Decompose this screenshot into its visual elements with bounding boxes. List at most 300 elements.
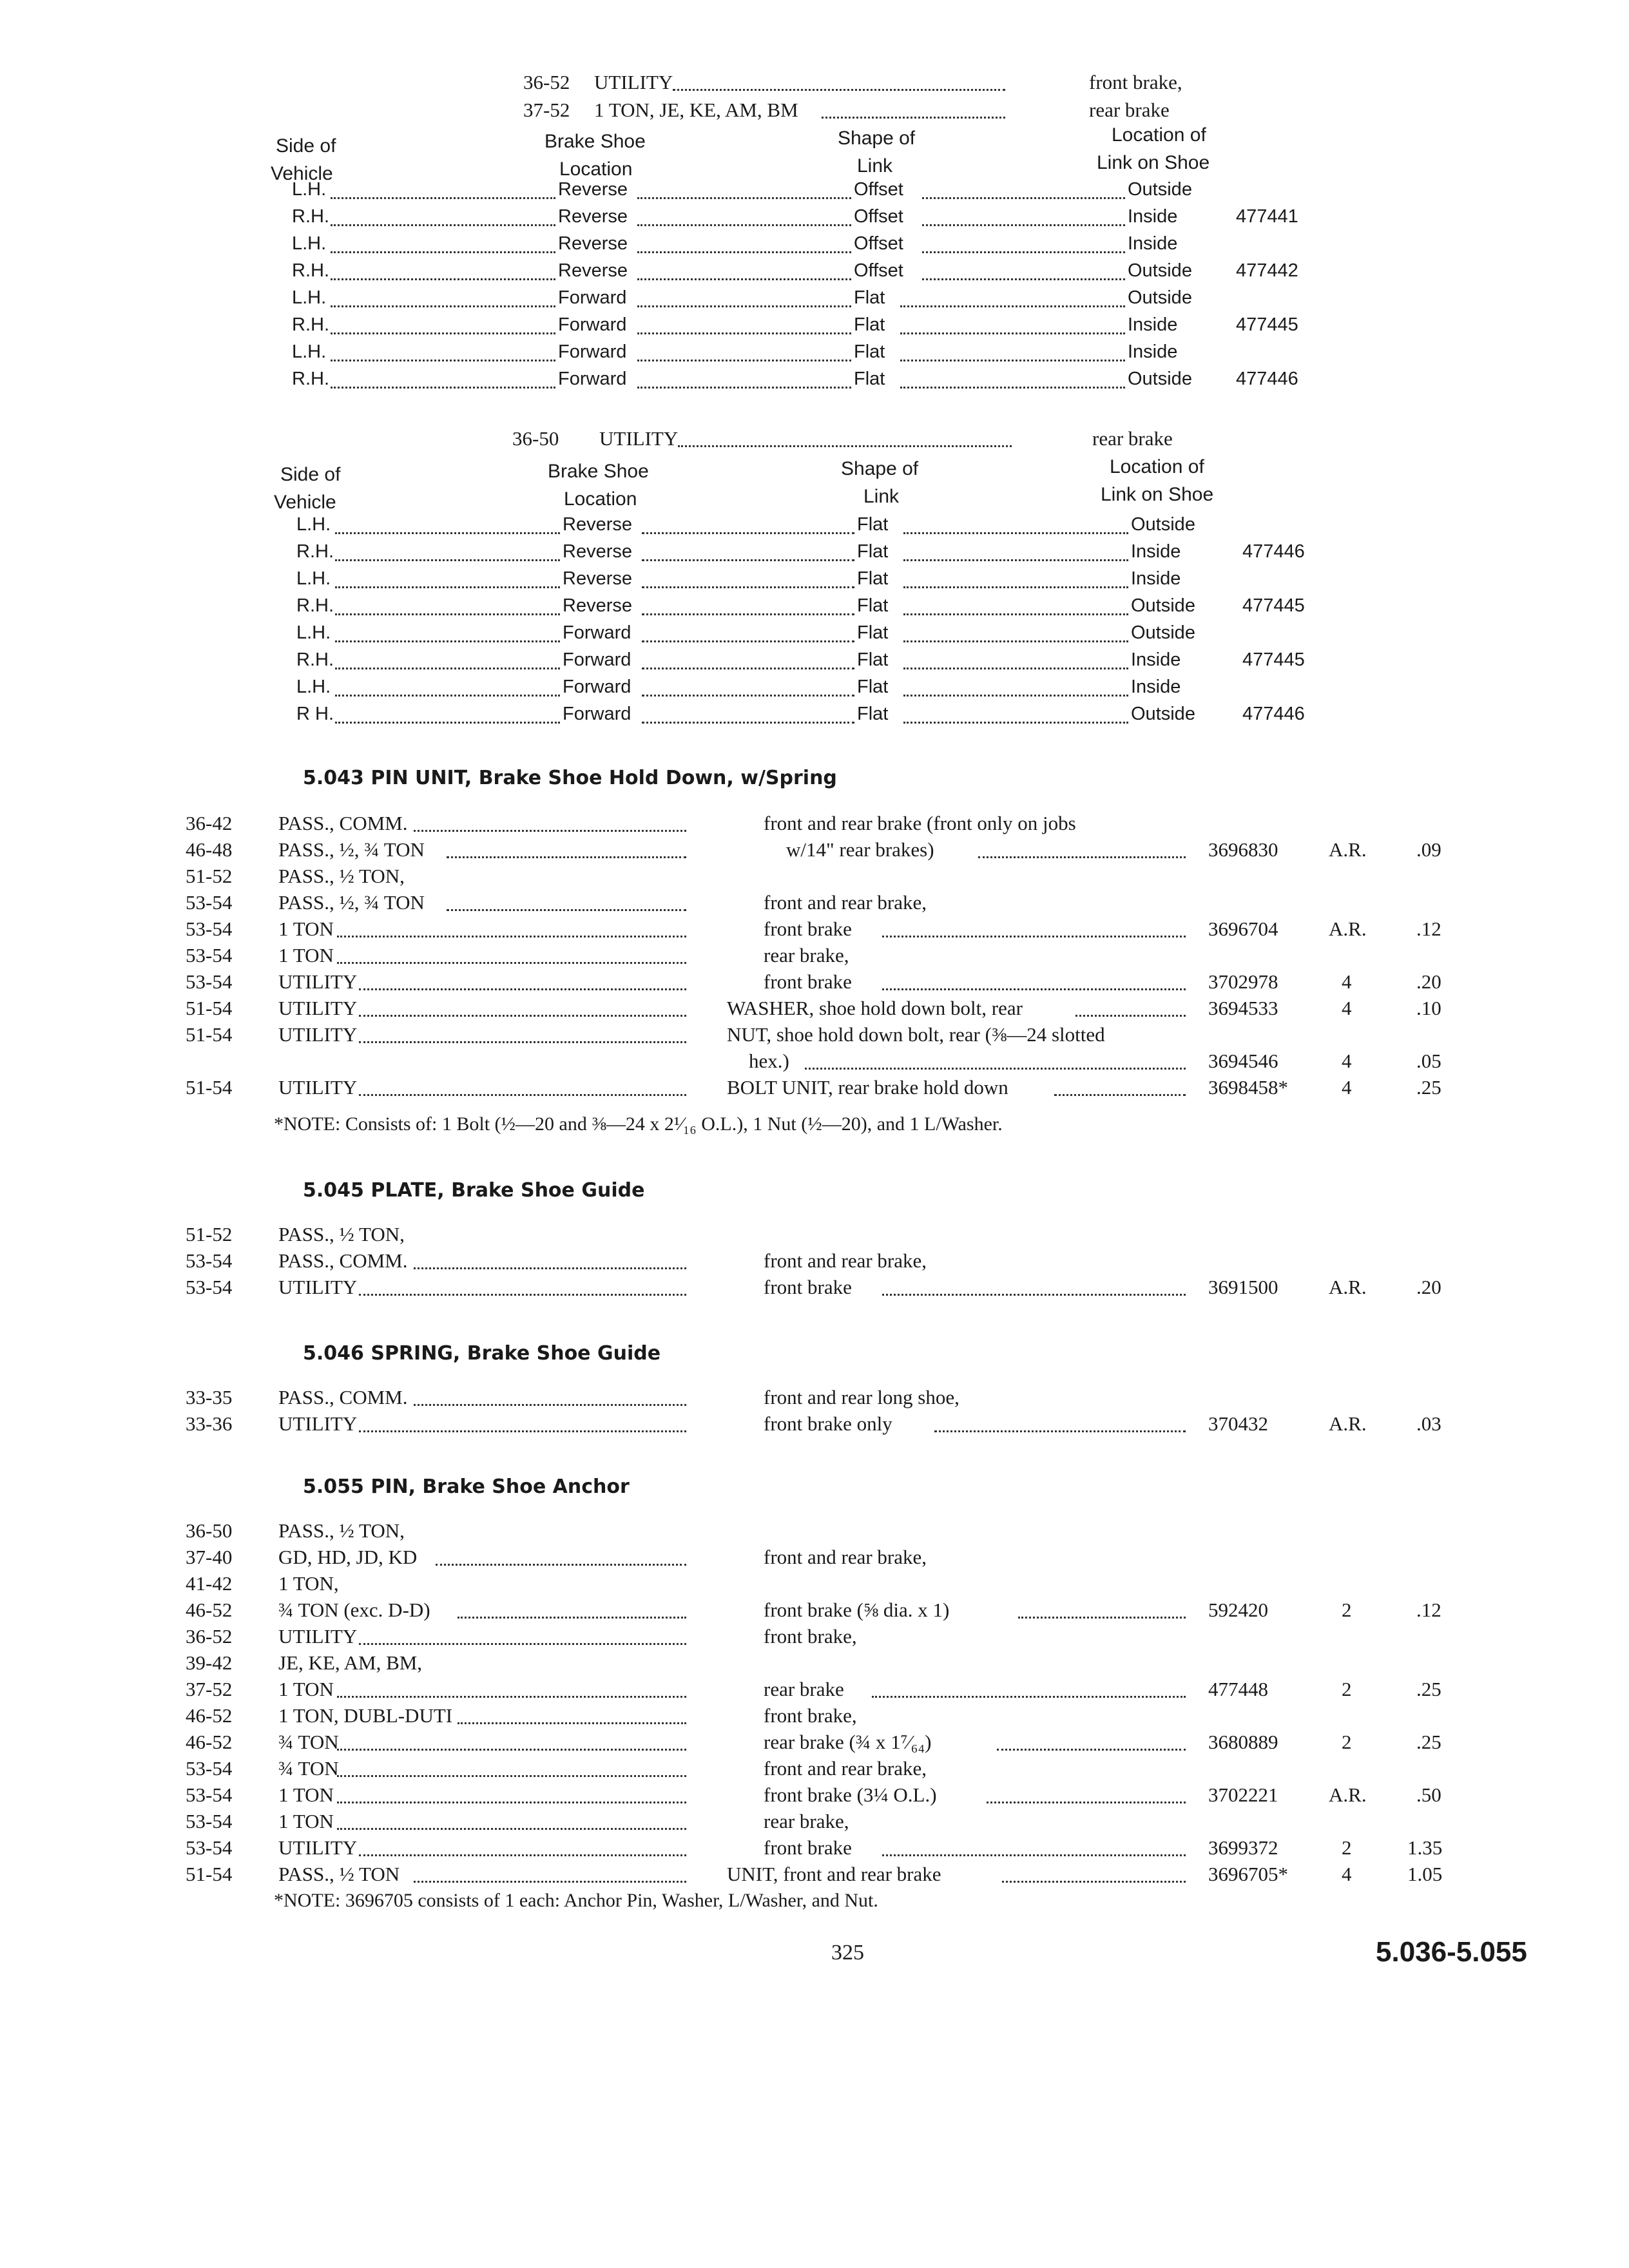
dot-leader [331,251,555,253]
dot-leader [805,1068,1186,1070]
description: front brake (3¼ O.L.) [764,1783,937,1806]
dot-leader [335,722,560,724]
link-location: Outside [1128,369,1192,389]
application-years: 46-52 [186,1731,233,1753]
model: UTILITY [278,1023,358,1046]
shape-of-link: Flat [857,568,889,589]
description: NUT, shoe hold down bolt, rear (⅜—24 slotted [727,1023,1105,1046]
dot-leader [900,305,1125,307]
dot-leader [331,360,555,361]
part-number: 3696830 [1208,838,1278,861]
quantity: 4 [1342,970,1352,993]
dot-leader [359,1854,686,1856]
dot-leader [359,1294,686,1296]
part-number: 477442 [1236,260,1298,281]
model: PASS., ½, ¾ TON [278,891,425,914]
dot-leader [331,278,555,280]
brake-shoe-location: Reverse [558,179,628,200]
model: PASS., ½ TON, [278,1223,405,1245]
column-header: Side of [280,464,341,485]
part-number: 477441 [1236,206,1298,227]
column-header: Vehicle [271,163,333,184]
dot-leader [335,613,560,615]
quantity: 2 [1342,1678,1352,1700]
price: .25 [1416,1076,1441,1099]
dot-leader [637,360,851,361]
model: UTILITY [278,1625,358,1648]
column-header: Brake Shoe [548,461,649,482]
dot-leader [337,1749,686,1751]
part-number: 3680889 [1208,1731,1278,1753]
price: .12 [1416,918,1441,940]
part-number: 477445 [1242,595,1305,616]
dot-leader [922,197,1125,199]
dot-leader [987,1802,1186,1803]
application-years: 53-54 [186,1276,233,1298]
model: PASS., COMM. [278,812,408,834]
side-of-vehicle: R.H. [292,314,329,335]
side-of-vehicle: L.H. [296,568,331,589]
dot-leader [335,695,560,697]
model: 1 TON [278,1810,334,1832]
dot-leader [678,445,1012,447]
dot-leader [331,332,555,334]
part-number: 3696704 [1208,918,1278,940]
side-of-vehicle: L.H. [296,622,331,643]
application-model: 1 TON, JE, KE, AM, BM [594,99,798,121]
dot-leader [331,197,555,199]
link-location: Inside [1128,314,1178,335]
link-location: Inside [1131,568,1181,589]
dot-leader [642,695,854,697]
dot-leader [903,613,1128,615]
price: 1.35 [1407,1836,1443,1859]
application-years: 37-52 [523,99,570,121]
link-location: Inside [1128,341,1178,362]
dot-leader [872,1696,1186,1698]
quantity: A.R. [1329,1783,1367,1806]
column-header: Side of [276,135,336,157]
column-header: Link on Shoe [1101,484,1214,505]
side-of-vehicle: L.H. [292,233,327,254]
link-location: Outside [1128,287,1192,308]
quantity: 4 [1342,1050,1352,1072]
application-years: 37-40 [186,1546,233,1568]
application-years: 51-54 [186,1023,233,1046]
dot-leader [337,936,686,937]
description: hex.) [749,1050,789,1072]
shape-of-link: Offset [854,233,903,254]
part-number: 592420 [1208,1599,1268,1621]
application-years: 53-54 [186,1783,233,1806]
model: 1 TON [278,944,334,966]
dot-leader [900,387,1125,389]
link-location: Outside [1128,260,1192,281]
model: 1 TON, DUBL-DUTI [278,1704,453,1727]
quantity: 2 [1342,1836,1352,1859]
section-heading: 5.045 PLATE, Brake Shoe Guide [303,1179,645,1202]
application-note: rear brake [1092,427,1173,450]
shape-of-link: Flat [857,541,889,562]
dot-leader [882,988,1186,990]
dot-leader [903,695,1128,697]
description: BOLT UNIT, rear brake hold down [727,1076,1008,1099]
price: .20 [1416,1276,1441,1298]
model: JE, KE, AM, BM, [278,1651,423,1674]
dot-leader [1002,1881,1186,1883]
link-location: Inside [1131,541,1181,562]
section-heading: 5.043 PIN UNIT, Brake Shoe Hold Down, w/Spring [303,767,837,789]
model: PASS., ½ TON, [278,865,405,887]
side-of-vehicle: R.H. [296,649,334,670]
footnote: *NOTE: Consists of: 1 Bolt (½—20 and ⅜—24 x 2¹⁄₁₆ O.L.), 1 Nut (½—20), and 1 L/Washer. [274,1113,1003,1135]
dot-leader [642,640,854,642]
part-number: 3694533 [1208,997,1278,1019]
dot-leader [642,532,854,534]
dot-leader [882,1854,1186,1856]
link-location: Outside [1131,622,1195,643]
application-years: 53-54 [186,918,233,940]
side-of-vehicle: L.H. [296,677,331,697]
shape-of-link: Flat [857,704,889,724]
brake-shoe-location: Forward [558,314,627,335]
link-location: Outside [1131,514,1195,535]
link-location: Outside [1128,179,1192,200]
description: UNIT, front and rear brake [727,1863,941,1885]
side-of-vehicle: L.H. [292,287,327,308]
brake-shoe-location: Forward [558,369,627,389]
model: UTILITY [278,1276,358,1298]
part-number: 3696705* [1208,1863,1288,1885]
dot-leader [337,1802,686,1803]
column-header: Link on Shoe [1097,152,1210,173]
dot-leader [637,278,851,280]
column-header: Link [863,486,900,507]
application-years: 33-36 [186,1412,233,1435]
description: rear brake (¾ x 1⁷⁄₆₄) [764,1731,932,1753]
application-note: rear brake [1089,99,1170,121]
part-number: 3699372 [1208,1836,1278,1859]
application-years: 53-54 [186,891,233,914]
section-heading: 5.046 SPRING, Brake Shoe Guide [303,1342,661,1365]
description: WASHER, shoe hold down bolt, rear [727,997,1023,1019]
description: front brake [764,970,852,993]
dot-leader [637,332,851,334]
part-number: 477446 [1236,369,1298,389]
brake-shoe-location: Reverse [558,233,628,254]
dot-leader [642,613,854,615]
dot-leader [436,1564,686,1566]
dot-leader [1018,1617,1186,1619]
page-number: 325 [831,1941,864,1965]
dot-leader [359,1430,686,1432]
description: front brake [764,1836,852,1859]
dot-leader [922,224,1125,226]
quantity: A.R. [1329,838,1367,861]
quantity: A.R. [1329,1412,1367,1435]
dot-leader [331,224,555,226]
description: front brake only [764,1412,892,1435]
dot-leader [337,1775,686,1777]
description: rear brake [764,1678,844,1700]
model: 1 TON [278,918,334,940]
shape-of-link: Flat [854,369,885,389]
footnote: *NOTE: 3696705 consists of 1 each: Anchor Pin, Washer, L/Washer, and Nut. [274,1890,878,1911]
brake-shoe-location: Reverse [563,541,632,562]
application-years: 53-54 [186,1836,233,1859]
shape-of-link: Offset [854,179,903,200]
quantity: A.R. [1329,918,1367,940]
description: front brake, [764,1704,857,1727]
description: front and rear brake, [764,891,927,914]
application-years: 39-42 [186,1651,233,1674]
model: UTILITY [278,1412,358,1435]
description: front and rear brake, [764,1757,927,1780]
dot-leader [337,1696,686,1698]
dot-leader [359,1015,686,1017]
column-header: Location [559,159,633,180]
brake-shoe-location: Reverse [558,260,628,281]
side-of-vehicle: L.H. [292,341,327,362]
brake-shoe-location: Forward [558,341,627,362]
dot-leader [934,1430,1186,1432]
price: .03 [1416,1412,1441,1435]
dot-leader [414,1267,686,1269]
column-header: Shape of [841,458,919,479]
brake-shoe-location: Reverse [563,595,632,616]
dot-leader [637,251,851,253]
column-header: Location of [1110,456,1204,477]
dot-leader [335,532,560,534]
dot-leader [822,117,1006,119]
side-of-vehicle: R.H. [292,260,329,281]
model: UTILITY [278,1836,358,1859]
dot-leader [414,1404,686,1406]
dot-leader [337,1828,686,1830]
application-years: 51-52 [186,865,233,887]
application-years: 53-54 [186,944,233,966]
price: .25 [1416,1731,1441,1753]
application-years: 51-52 [186,1223,233,1245]
application-years: 36-42 [186,812,233,834]
application-years: 36-52 [186,1625,233,1648]
dot-leader [359,1041,686,1043]
price: .10 [1416,997,1441,1019]
model: UTILITY [278,970,358,993]
application-years: 33-35 [186,1386,233,1408]
part-number: 477446 [1242,541,1305,562]
link-location: Inside [1131,677,1181,697]
quantity: 4 [1342,997,1352,1019]
section-range: 5.036-5.055 [1376,1936,1527,1968]
side-of-vehicle: R H. [296,704,334,724]
dot-leader [335,586,560,588]
dot-leader [359,1094,686,1096]
shape-of-link: Offset [854,206,903,227]
dot-leader [637,197,851,199]
dot-leader [458,1617,686,1619]
link-location: Outside [1131,595,1195,616]
brake-shoe-location: Forward [563,649,631,670]
price: .09 [1416,838,1441,861]
section-heading: 5.055 PIN, Brake Shoe Anchor [303,1475,630,1498]
model: UTILITY [278,997,358,1019]
model: ¾ TON [278,1757,339,1780]
dot-leader [359,1643,686,1645]
brake-shoe-location: Forward [563,677,631,697]
model: PASS., ½ TON, [278,1519,405,1542]
description: front brake [764,918,852,940]
application-years: 51-54 [186,1076,233,1099]
dot-leader [335,668,560,669]
dot-leader [642,586,854,588]
shape-of-link: Flat [857,622,889,643]
part-number: 477448 [1208,1678,1268,1700]
shape-of-link: Flat [857,595,889,616]
brake-shoe-location: Forward [558,287,627,308]
price: 1.05 [1407,1863,1443,1885]
description: front brake [764,1276,852,1298]
description: front and rear brake (front only on jobs [764,812,1076,834]
model: PASS., ½, ¾ TON [278,838,425,861]
quantity: 4 [1342,1076,1352,1099]
quantity: 4 [1342,1863,1352,1885]
link-location: Inside [1128,233,1178,254]
price: .20 [1416,970,1441,993]
part-number: 477445 [1242,649,1305,670]
part-number: 3702221 [1208,1783,1278,1806]
shape-of-link: Offset [854,260,903,281]
model: PASS., ½ TON [278,1863,400,1885]
dot-leader [414,830,686,832]
dot-leader [1054,1094,1186,1096]
dot-leader [922,278,1125,280]
dot-leader [642,559,854,561]
application-years: 51-54 [186,1863,233,1885]
description: w/14" rear brakes) [786,838,934,861]
dot-leader [997,1749,1186,1751]
application-years: 53-54 [186,1810,233,1832]
application-years: 53-54 [186,970,233,993]
column-header: Link [857,155,893,177]
link-location: Inside [1128,206,1178,227]
link-location: Inside [1131,649,1181,670]
description: front and rear brake, [764,1249,927,1272]
description: front brake, [764,1625,857,1648]
price: .12 [1416,1599,1441,1621]
model: ¾ TON [278,1731,339,1753]
dot-leader [447,856,686,858]
model: PASS., COMM. [278,1386,408,1408]
brake-shoe-location: Reverse [563,514,632,535]
part-number: 3691500 [1208,1276,1278,1298]
dot-leader [335,640,560,642]
shape-of-link: Flat [857,514,889,535]
model: 1 TON [278,1678,334,1700]
column-header: Location [564,488,637,510]
side-of-vehicle: R.H. [292,206,329,227]
application-model: UTILITY [599,427,679,450]
model: PASS., COMM. [278,1249,408,1272]
dot-leader [458,1722,686,1724]
dot-leader [900,360,1125,361]
shape-of-link: Flat [857,677,889,697]
model: GD, HD, JD, KD [278,1546,418,1568]
dot-leader [447,909,686,911]
quantity: A.R. [1329,1276,1367,1298]
column-header: Vehicle [274,492,336,513]
dot-leader [337,962,686,964]
description: front brake (⅝ dia. x 1) [764,1599,950,1621]
side-of-vehicle: R.H. [296,595,334,616]
application-note: front brake, [1089,71,1182,93]
application-years: 51-54 [186,997,233,1019]
application-years: 46-52 [186,1599,233,1621]
brake-shoe-location: Reverse [563,568,632,589]
dot-leader [642,668,854,669]
application-model: UTILITY [594,71,673,93]
shape-of-link: Flat [857,649,889,670]
dot-leader [414,1881,686,1883]
side-of-vehicle: L.H. [292,179,327,200]
dot-leader [922,251,1125,253]
dot-leader [359,988,686,990]
description: rear brake, [764,1810,849,1832]
brake-shoe-location: Forward [563,622,631,643]
model: 1 TON, [278,1572,339,1595]
dot-leader [903,586,1128,588]
application-years: 41-42 [186,1572,233,1595]
quantity: 2 [1342,1599,1352,1621]
price: .50 [1416,1783,1441,1806]
dot-leader [903,640,1128,642]
brake-shoe-location: Reverse [558,206,628,227]
application-years: 36-50 [512,427,559,450]
dot-leader [331,387,555,389]
part-number: 3698458* [1208,1076,1288,1099]
description: front and rear brake, [764,1546,927,1568]
dot-leader [637,387,851,389]
column-header: Brake Shoe [545,131,646,152]
shape-of-link: Flat [854,287,885,308]
side-of-vehicle: R.H. [296,541,334,562]
dot-leader [903,668,1128,669]
dot-leader [673,89,1006,91]
part-number: 477445 [1236,314,1298,335]
description: front and rear long shoe, [764,1386,959,1408]
application-years: 36-52 [523,71,570,93]
dot-leader [978,856,1186,858]
side-of-vehicle: L.H. [296,514,331,535]
dot-leader [900,332,1125,334]
side-of-vehicle: R.H. [292,369,329,389]
dot-leader [1075,1015,1186,1017]
dot-leader [331,305,555,307]
dot-leader [637,305,851,307]
quantity: 2 [1342,1731,1352,1753]
part-number: 3694546 [1208,1050,1278,1072]
part-number: 370432 [1208,1412,1268,1435]
shape-of-link: Flat [854,314,885,335]
column-header: Location of [1112,124,1206,146]
application-years: 46-48 [186,838,233,861]
model: UTILITY [278,1076,358,1099]
model: ¾ TON (exc. D-D) [278,1599,430,1621]
application-years: 53-54 [186,1249,233,1272]
application-years: 46-52 [186,1704,233,1727]
dot-leader [903,532,1128,534]
dot-leader [637,224,851,226]
